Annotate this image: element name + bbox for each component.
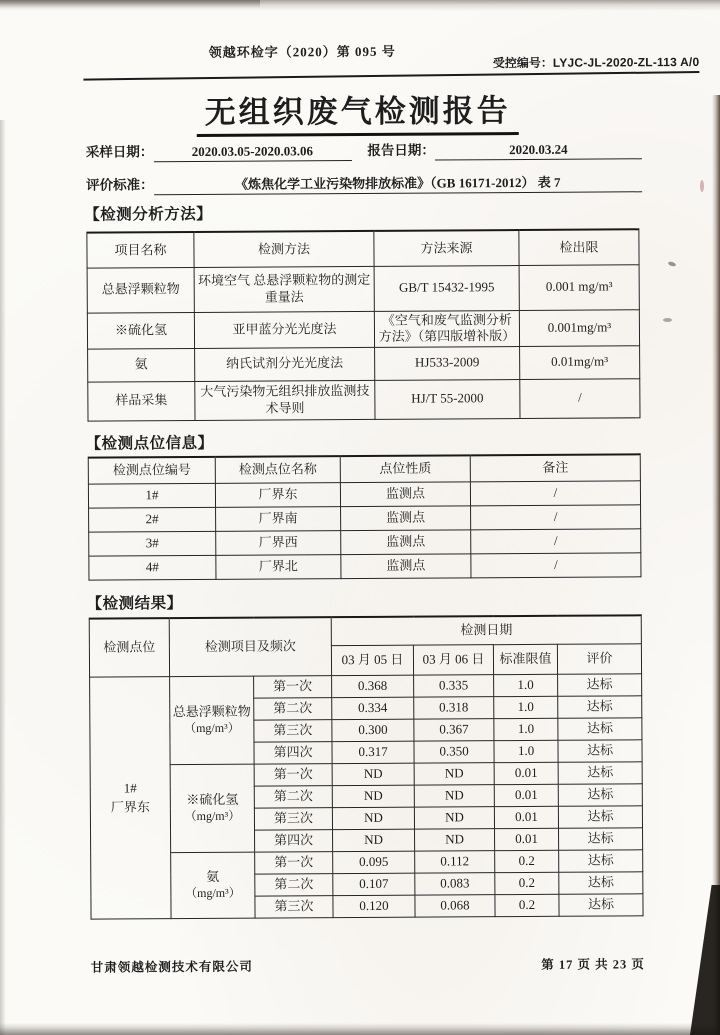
value-cell: 0.367 — [414, 718, 494, 740]
methods-cell-method: 纳氏试剂分光光度法 — [195, 347, 375, 381]
eval-cell: 达标 — [558, 673, 642, 696]
section-title-results: 【检测结果】 — [86, 595, 183, 613]
points-row — [89, 504, 641, 531]
points-header-note: 备注 — [470, 454, 640, 481]
points-header-name: 检测点位名称 — [215, 456, 340, 483]
methods-cell-item: 样品采集 — [88, 381, 195, 421]
page-title: 无组织废气检测报告 — [196, 85, 518, 137]
value-cell: 0.334 — [332, 697, 414, 720]
methods-cell-limit: / — [520, 378, 640, 418]
eval-cell: 达标 — [558, 739, 642, 762]
document-number: 领越环检字（2020）第 095 号 — [208, 43, 396, 60]
results-param-cell — [171, 852, 255, 919]
eval-cell: 达标 — [558, 717, 642, 740]
results-header-item: 检测项目及频次 — [169, 617, 331, 676]
sampling-date-label: 采样日期： — [85, 144, 154, 160]
points-cell-note: / — [470, 480, 640, 505]
methods-cell-method: 环境空气 总悬浮颗粒物的测定 重量法 — [194, 266, 374, 312]
methods-header-item: 项目名称 — [87, 232, 194, 268]
value-cell: 0.318 — [414, 696, 494, 718]
points-cell-id: 1# — [88, 483, 215, 508]
results-header-date1: 03 月 05 日 — [331, 645, 413, 676]
limit-cell: 1.0 — [494, 696, 558, 718]
results-header-date2: 03 月 06 日 — [413, 644, 493, 674]
results-header-site: 检测点位 — [89, 618, 169, 676]
controlled-number-label: 受控编号： — [492, 55, 553, 71]
eval-cell: 达标 — [558, 695, 642, 718]
value-cell: 0.068 — [415, 894, 495, 916]
value-cell: 0.083 — [415, 872, 495, 894]
page-footer — [91, 954, 645, 975]
methods-cell-source: 《空气和废气监测分析 方法》（第四版增补版） — [374, 310, 519, 347]
methods-cell-source: GB/T 15432-1995 — [374, 265, 519, 311]
value-cell: 0.112 — [415, 850, 495, 872]
footer-company: 甘肃领越检测技术有限公司 — [90, 959, 253, 975]
results-header-limit: 标准限值 — [493, 644, 557, 674]
methods-row — [87, 264, 639, 312]
limit-cell: 0.01 — [494, 762, 558, 784]
dates-row — [86, 140, 642, 162]
methods-cell-item: ※硫化氢 — [87, 312, 194, 349]
methods-cell-item: 氨 — [88, 348, 195, 382]
points-cell-id: 2# — [89, 507, 216, 532]
methods-cell-method: 大气污染物无组织排放监测技 术导则 — [195, 380, 375, 420]
points-cell-note: / — [471, 552, 641, 577]
freq-cell: 第三次 — [254, 807, 332, 829]
value-cell: ND — [414, 784, 494, 806]
site-id: 1# — [123, 779, 137, 795]
report-date-value: 2020.03.24 — [435, 140, 642, 160]
controlled-number-value: LYJC-JL-2020-ZL-113 A/0 — [552, 54, 700, 70]
value-cell: 0.368 — [332, 675, 414, 698]
value-cell: ND — [333, 829, 415, 852]
limit-cell: 1.0 — [494, 718, 558, 740]
value-cell: 0.300 — [332, 719, 414, 742]
value-cell: ND — [332, 807, 414, 830]
points-cell-type: 监测点 — [341, 505, 471, 530]
standard-label: 评价标准： — [86, 177, 154, 193]
freq-cell: 第三次 — [254, 719, 332, 741]
freq-cell: 第一次 — [254, 763, 332, 785]
points-cell-id: 3# — [89, 531, 216, 556]
eval-cell: 达标 — [559, 849, 643, 872]
points-cell-name: 厂界南 — [216, 506, 341, 531]
header-divider — [83, 71, 699, 81]
points-cell-note: / — [471, 528, 641, 553]
eval-cell: 达标 — [559, 827, 643, 850]
methods-cell-limit: 0.01mg/m³ — [520, 345, 640, 379]
standard-value: 《炼焦化学工业污染物排放标准》（GB 16171-2012） 表 7 — [154, 173, 643, 195]
sampling-date-value: 2020.03.05-2020.03.06 — [153, 142, 351, 162]
freq-cell: 第四次 — [255, 829, 333, 851]
freq-cell: 第二次 — [254, 697, 332, 719]
param-name: 总悬浮颗粒物 — [172, 704, 251, 720]
value-cell: ND — [414, 806, 494, 828]
limit-cell: 0.2 — [495, 872, 559, 894]
freq-cell: 第一次 — [254, 675, 332, 697]
methods-header-method: 检测方法 — [194, 231, 374, 267]
points-cell-type: 监测点 — [341, 529, 471, 554]
eval-cell: 达标 — [559, 871, 643, 894]
methods-row — [87, 309, 639, 348]
methods-cell-method: 亚甲蓝分光光度法 — [194, 311, 374, 348]
points-row — [89, 552, 641, 579]
points-cell-type: 监测点 — [341, 553, 471, 578]
value-cell: ND — [414, 762, 494, 784]
title-row — [0, 84, 718, 138]
param-name: 氨 — [206, 869, 220, 885]
eval-cell: 达标 — [558, 761, 642, 784]
freq-cell: 第二次 — [255, 873, 333, 895]
limit-cell: 0.2 — [495, 850, 559, 872]
limit-cell: 0.2 — [495, 894, 559, 916]
site-name: 厂界东 — [110, 799, 150, 815]
limit-cell: 1.0 — [494, 740, 558, 762]
limit-cell: 0.01 — [494, 784, 558, 806]
freq-cell: 第一次 — [255, 851, 333, 873]
points-row — [89, 528, 641, 555]
param-unit: （mg/m³） — [184, 720, 240, 735]
methods-table — [86, 228, 640, 421]
eval-cell: 达标 — [558, 783, 642, 806]
methods-cell-source: HJ/T 55-2000 — [375, 379, 520, 419]
freq-cell: 第四次 — [254, 741, 332, 763]
results-header-date-group: 检测日期 — [331, 615, 641, 645]
methods-header-limit: 检出限 — [519, 229, 639, 265]
value-cell: 0.107 — [333, 873, 415, 896]
section-title-points: 【检测点位信息】 — [85, 434, 214, 453]
value-cell: 0.350 — [414, 740, 494, 762]
points-cell-name: 厂界东 — [215, 482, 340, 507]
value-cell: ND — [332, 785, 414, 808]
param-unit: （mg/m³） — [185, 885, 241, 900]
methods-header-source: 方法来源 — [374, 230, 519, 266]
results-site-cell — [90, 676, 171, 918]
value-cell: 0.335 — [414, 674, 494, 696]
points-cell-name: 厂界北 — [216, 554, 341, 579]
methods-row — [88, 345, 640, 381]
points-table — [88, 453, 642, 580]
param-name: ※硫化氢 — [186, 792, 239, 808]
report-date-label: 报告日期： — [367, 142, 435, 159]
controlled-number — [493, 53, 700, 71]
methods-row — [88, 378, 640, 420]
standard-row — [86, 173, 642, 195]
results-header-eval: 评价 — [557, 643, 641, 674]
results-table — [89, 614, 644, 919]
results-param-cell — [170, 676, 255, 765]
methods-cell-limit: 0.001 mg/m³ — [519, 264, 639, 310]
methods-cell-source: HJ533-2009 — [375, 346, 520, 380]
freq-cell: 第二次 — [254, 785, 332, 807]
points-cell-type: 监测点 — [340, 481, 470, 506]
points-cell-name: 厂界西 — [216, 530, 341, 555]
value-cell: 0.120 — [333, 895, 415, 918]
points-row — [88, 480, 640, 507]
scan-smudge — [700, 180, 704, 192]
limit-cell: 0.01 — [494, 806, 558, 828]
freq-cell: 第三次 — [255, 895, 333, 917]
points-cell-id: 4# — [89, 555, 216, 580]
value-cell: 0.095 — [333, 851, 415, 874]
value-cell: ND — [332, 763, 414, 786]
param-unit: （mg/m³） — [184, 808, 241, 823]
value-cell: ND — [415, 828, 495, 850]
scan-smudge — [663, 318, 672, 322]
eval-cell: 达标 — [558, 805, 642, 828]
limit-cell: 1.0 — [494, 674, 558, 696]
methods-cell-item: 总悬浮颗粒物 — [87, 267, 194, 313]
methods-cell-limit: 0.001mg/m³ — [519, 309, 639, 346]
results-param-cell — [170, 764, 255, 853]
points-header-type: 点位性质 — [340, 455, 470, 482]
points-header-id: 检测点位编号 — [88, 457, 215, 484]
section-title-methods: 【检测分析方法】 — [84, 205, 213, 224]
points-cell-note: / — [471, 504, 641, 529]
value-cell: 0.317 — [332, 741, 414, 764]
footer-page-number: 第 17 页 共 23 页 — [541, 957, 645, 972]
limit-cell: 0.01 — [495, 828, 559, 850]
eval-cell: 达标 — [559, 893, 643, 916]
